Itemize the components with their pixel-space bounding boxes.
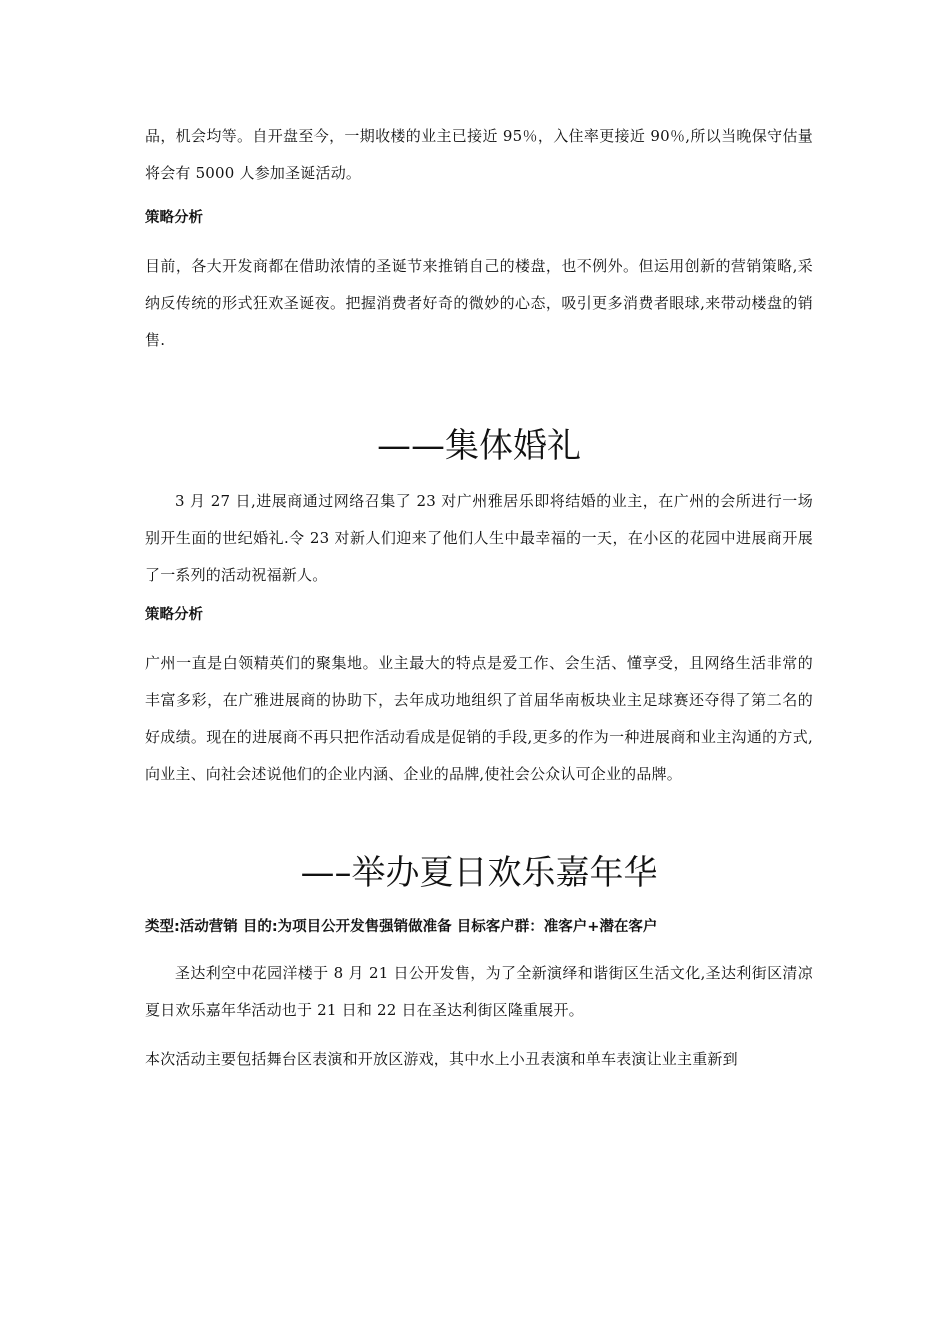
section2-heading: ——集体婚礼 [377, 426, 581, 466]
section1-intro-paragraph: 品，机会均等。自开盘至今，一期收楼的业主已接近 95％，入住率更接近 90％,所以当晚保守估量将会有 5000 人参加圣诞活动。 [145, 127, 813, 182]
section3-meta-line: 类型:活动营销 目的:为项目公开发售强销做准备 目标客户群：准客户+潜在客户 [145, 919, 658, 935]
section2-strategy-paragraph: 广州一直是白领精英们的聚集地。业主最大的特点是爱工作、会生活、懂享受，且网络生活非常的丰富多彩，在广雅进展商的协助下，去年成功地组织了首届华南板块业主足球赛还夺得了第二名的好成绩。现在的进展商不再只把作活动看成是促销的手段,更多的作为一种进展商和业主沟通的方式,向业主、向社会述说他们的企业内涵、企业的品牌,使社会公众认可企业的品牌。 [145, 654, 813, 783]
section1-strategy-label: 策略分析 [145, 210, 203, 226]
section2-strategy-label: 策略分析 [145, 607, 203, 623]
section2-body-paragraph: 3 月 27 日,进展商通过网络召集了 23 对广州雅居乐即将结婚的业主，在广州的会所进行一场别开生面的世纪婚礼.令 23 对新人们迎来了他们人生中最幸福的一天，在小区的花园中进展商开展了一系列的活动祝福新人。 [145, 492, 813, 584]
section3-body-paragraph: 圣达利空中花园洋楼于 8 月 21 日公开发售，为了全新演绎和谐街区生活文化,圣达利街区清凉夏日欢乐嘉年华活动也于 21 日和 22 日在圣达利街区隆重展开。 [145, 964, 813, 1019]
section3-heading: —–举办夏日欢乐嘉年华 [300, 853, 658, 893]
section1-strategy-paragraph: 目前，各大开发商都在借助浓情的圣诞节来推销自己的楼盘，也不例外。但运用创新的营销策略,采纳反传统的形式狂欢圣诞夜。把握消费者好奇的微妙的心态，吸引更多消费者眼球,来带动楼盘的销售. [145, 257, 813, 349]
document-page [145, 118, 813, 1078]
section3-activity-paragraph: 本次活动主要包括舞台区表演和开放区游戏，其中水上小丑表演和单车表演让业主重新到 [145, 1050, 738, 1068]
